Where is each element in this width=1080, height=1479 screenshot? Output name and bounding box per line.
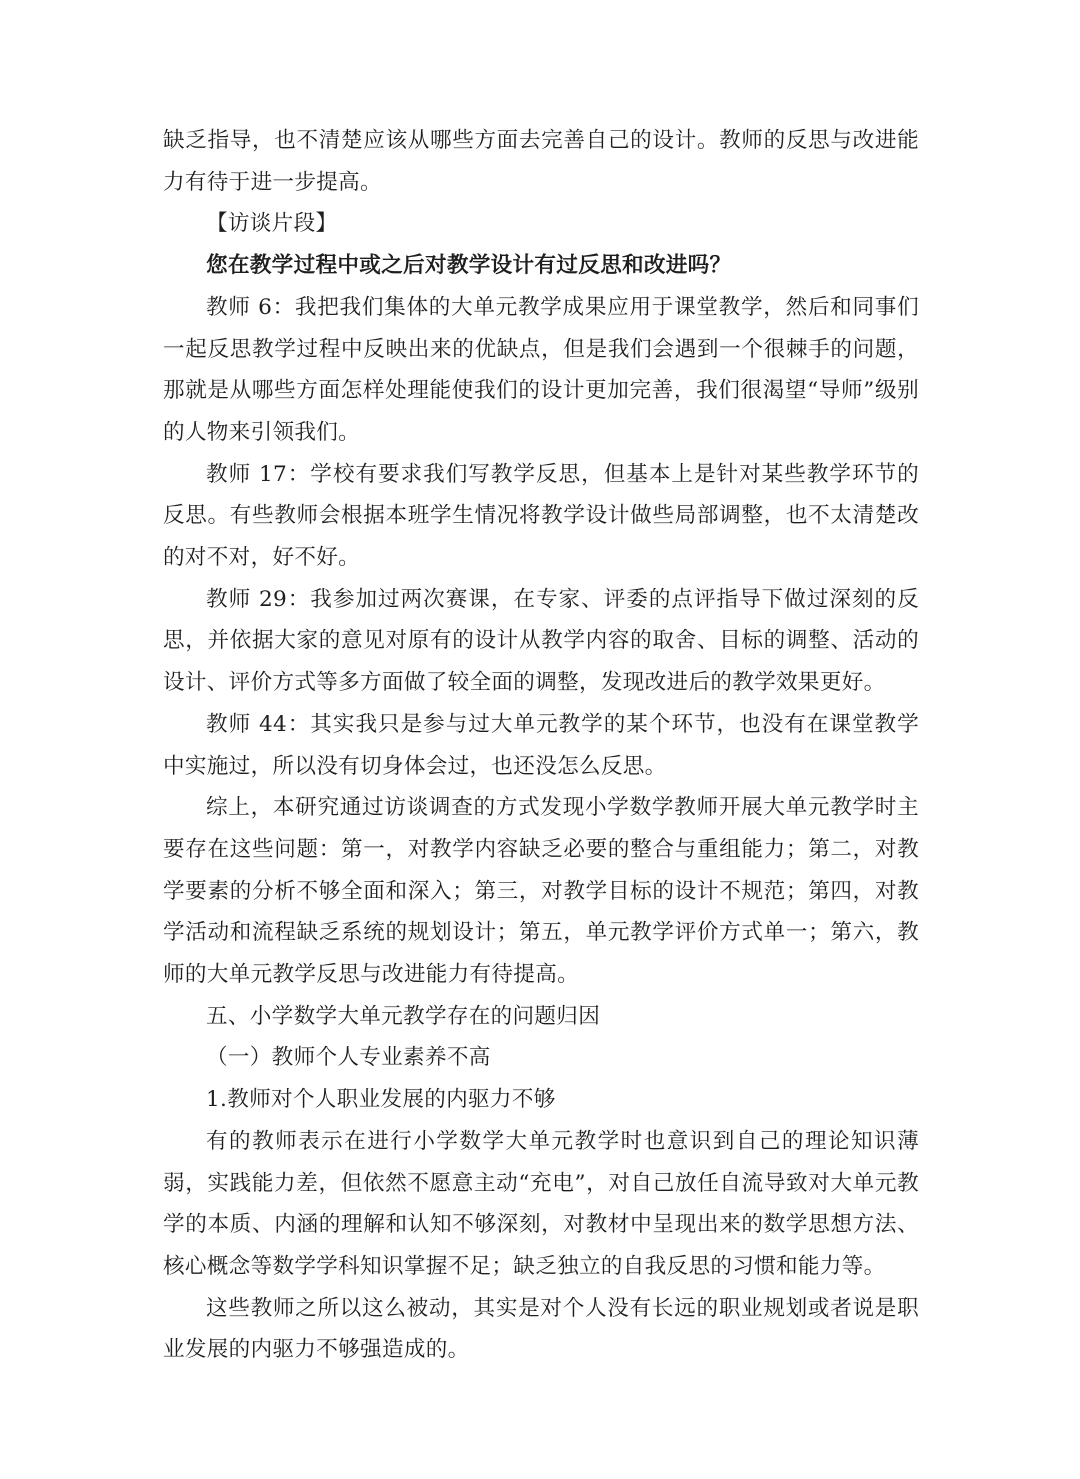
body-paragraph-motivation: 有的教师表示在进行小学数学大单元教学时也意识到自己的理论知识薄弱，实践能力差，但依然不愿意主动“充电”，对自己放任自流导致对大单元教学的本质、内涵的理解和认知不够深刻，对教材中呈现出来的数学思想方法、核心概念等数学学科知识掌握不足；缺乏独立的自我反思的习惯和能力等。 [163, 1128, 919, 1279]
teacher-44-response: 教师 44：其实我只是参与过大单元教学的某个环节，也没有在课堂教学中实施过，所以没有切身体会过，也还没怎么反思。 [163, 711, 919, 779]
interview-question: 您在教学过程中或之后对教学设计有过反思和改进吗？ [206, 253, 732, 279]
subsection-heading-1: （一）教师个人专业素养不高 [206, 1045, 491, 1071]
paragraph-continuation: 缺乏指导，也不清楚应该从哪些方面去完善自己的设计。教师的反思与改进能力有待于进一步提高。 [163, 128, 919, 195]
teacher-29-response: 教师 29：我参加过两次赛课，在专家、评委的点评指导下做过深刻的反思，并依据大家的意见对原有的设计从教学内容的取舍、目标的调整、活动的设计、评价方式等多方面做了较全面的调整，发现改进后的教学效果更好。 [163, 586, 919, 696]
document-page [163, 120, 919, 1371]
body-paragraph-conclusion: 这些教师之所以这么被动，其实是对个人没有长远的职业规划或者说是职业发展的内驱力不够强造成的。 [163, 1295, 919, 1363]
summary-paragraph: 综上，本研究通过访谈调查的方式发现小学数学教师开展大单元教学时主要存在这些问题：第一，对教学内容缺乏必要的整合与重组能力；第二，对教学要素的分析不够全面和深入；第三，对教学目标的设计不规范；第四，对教学活动和流程缺乏系统的规划设计；第五，单元教学评价方式单一；第六，教师的大单元教学反思与改进能力有待提高。 [163, 795, 919, 988]
section-heading-5: 五、小学数学大单元教学存在的问题归因 [206, 1003, 601, 1029]
interview-section-label: 【访谈片段】 [206, 211, 338, 237]
teacher-17-response: 教师 17：学校有要求我们写教学反思，但基本上是针对某些教学环节的反思。有些教师会根据本班学生情况将教学设计做些局部调整，也不太清楚改的对不对，好不好。 [163, 461, 919, 571]
teacher-6-response: 教师 6：我把我们集体的大单元教学成果应用于课堂教学，然后和同事们一起反思教学过程中反映出来的优缺点，但是我们会遇到一个很棘手的问题，那就是从哪些方面怎样处理能使我们的设计更加完善，我们很渴望“导师”级别的人物来引领我们。 [163, 294, 919, 445]
sub-subsection-heading-1: 1.教师对个人职业发展的内驱力不够 [206, 1087, 556, 1113]
